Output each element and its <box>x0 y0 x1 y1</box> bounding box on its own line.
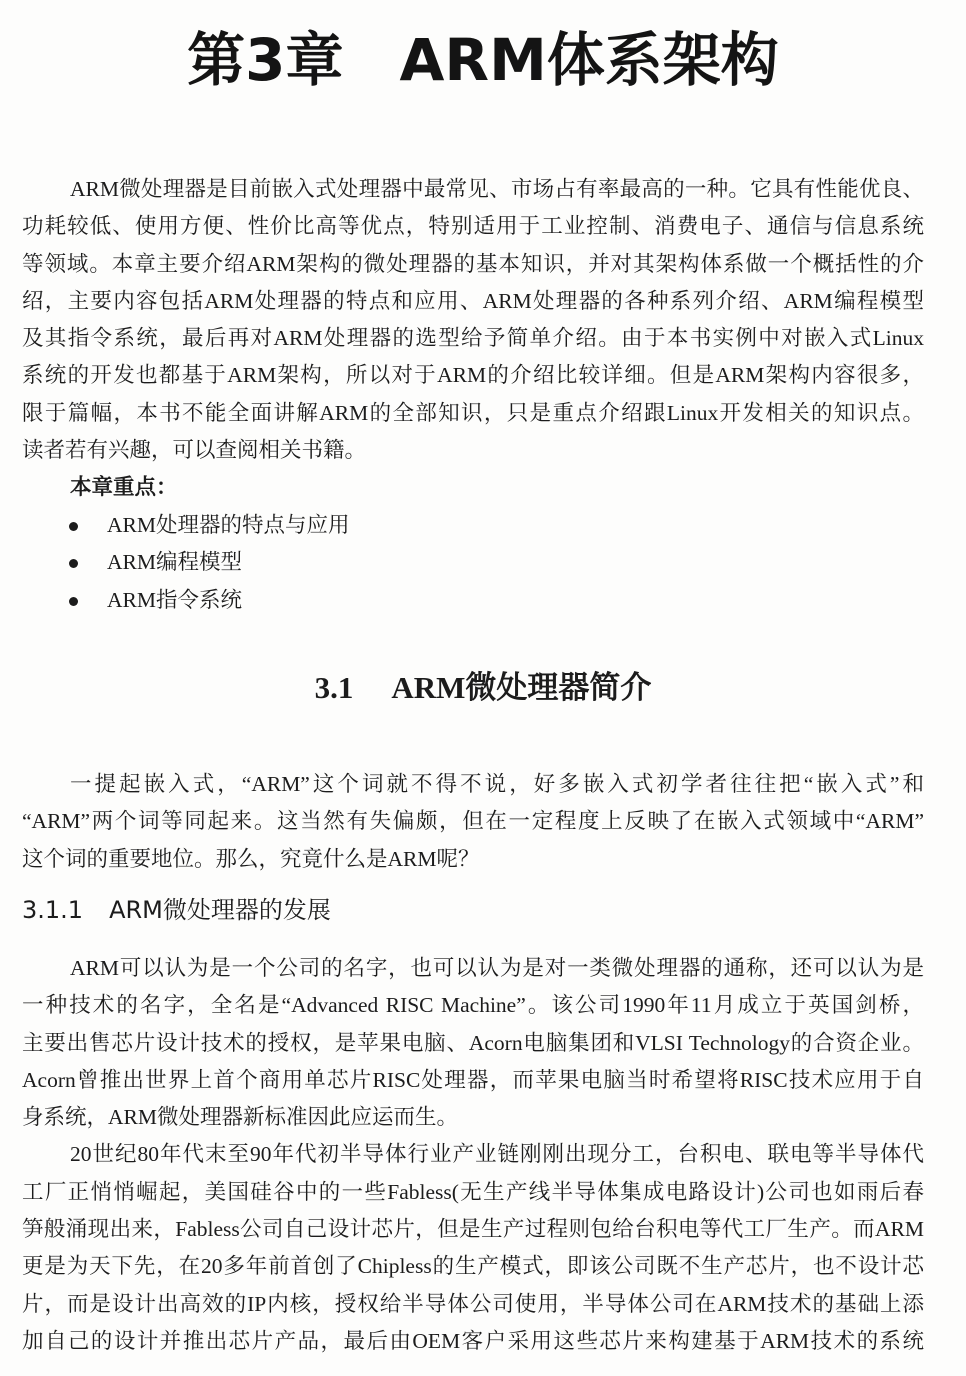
paragraph-line: 加自己的设计并推出芯片产品，最后由OEM客户采用这些芯片来构建基于ARM技术的系统 <box>22 1328 924 1353</box>
section-number: 3.1 <box>314 670 354 705</box>
paragraph-line: 系统的开发也都基于ARM架构，所以对于ARM的介绍比较详细。但是ARM架构内容很多， <box>22 363 924 388</box>
section-title: ARM微处理器简介 <box>391 670 652 705</box>
paragraph-line: 及其指令系统，最后再对ARM处理器的选型给予简单介绍。由于本书实例中对嵌入式Linux <box>22 326 924 351</box>
paragraph-line: “ARM”两个词等同起来。这当然有失偏颇，但在一定程度上反映了在嵌入式领域中“ARM” <box>22 809 924 834</box>
paragraph-line: 限于篇幅，本书不能全面讲解ARM的全部知识，只是重点介绍跟Linux开发相关的知识点。 <box>22 400 924 425</box>
paragraph-line: 工厂正悄悄崛起，美国硅谷中的一些Fabless(无生产线半导体集成电路设计)公司也如雨后春 <box>22 1179 924 1204</box>
paragraph-line: 片，而是设计出高效的IP内核，授权给半导体公司使用，半导体公司在ARM技术的基础上添 <box>22 1291 924 1316</box>
paragraph-line: 身系统，ARM微处理器新标准因此应运而生。 <box>22 1105 458 1130</box>
paragraph-line: 读者若有兴趣，可以查阅相关书籍。 <box>22 438 367 463</box>
key-point-item <box>22 582 924 620</box>
key-point-item <box>22 544 924 582</box>
chapter-name: ARM体系架构 <box>399 26 779 94</box>
paragraph-line: 等领域。本章主要介绍ARM架构的微处理器的基本知识，并对其架构体系做一个概括性的介 <box>22 251 924 276</box>
section-intro-block <box>22 766 924 878</box>
bullet-icon <box>69 559 78 568</box>
bullet-icon <box>69 522 78 531</box>
paragraph-line: ARM可以认为是一个公司的名字，也可以认为是对一类微处理器的通称，还可以认为是 <box>70 956 924 980</box>
paragraph-line: 笋般涌现出来，Fabless公司自己设计芯片，但是生产过程则包给台积电等代工厂生产。而ARM <box>22 1217 924 1242</box>
chapter-title <box>0 24 966 96</box>
subsection-number: 3.1.1 <box>22 896 84 924</box>
paragraph-line: ARM微处理器是目前嵌入式处理器中最常见、市场占有率最高的一种。它具有性能优良、 <box>70 177 924 201</box>
section-heading <box>0 668 966 708</box>
paragraph-line: 绍，主要内容包括ARM处理器的特点和应用、ARM处理器的各种系列介绍、ARM编程模型 <box>22 288 924 313</box>
paragraph-line: 一种技术的名字，全名是“Advanced RISC Machine”。该公司1990年11月成立于英国剑桥， <box>22 993 924 1018</box>
key-point-text: ARM指令系统 <box>107 588 242 613</box>
paragraph-line: 主要出售芯片设计技术的授权，是苹果电脑、Acorn电脑集团和VLSI Technology的合资企业。 <box>22 1030 924 1055</box>
paragraph-line: Acorn曾推出世界上首个商用单芯片RISC处理器，而苹果电脑当时希望将RISC技术应用于自 <box>22 1067 924 1092</box>
key-point-text: ARM处理器的特点与应用 <box>107 512 350 537</box>
chapter-number: 第3章 <box>187 26 344 94</box>
paragraph-line: 这个词的重要地位。那么，究竟什么是ARM呢？ <box>22 846 480 871</box>
paragraph-line: 功耗较低、使用方便、性价比高等优点，特别适用于工业控制、消费电子、通信与信息系统 <box>22 214 924 239</box>
intro-block <box>22 171 924 620</box>
key-points-heading: 本章重点： <box>70 475 178 500</box>
subsection-heading <box>22 890 331 930</box>
paragraph-line: 一提起嵌入式，“ARM”这个词就不得不说，好多嵌入式初学者往往把“嵌入式”和 <box>70 772 924 796</box>
paragraph-line: 20世纪80年代末至90年代初半导体行业产业链刚刚出现分工，台积电、联电等半导体代 <box>70 1142 924 1167</box>
key-point-text: ARM编程模型 <box>107 550 242 575</box>
subsection-title: ARM微处理器的发展 <box>109 896 331 924</box>
key-point-item <box>22 507 924 545</box>
bullet-icon <box>69 597 78 606</box>
subsection-body <box>22 950 924 1360</box>
paragraph-line: 更是为天下先，在20多年前首创了Chipless的生产模式，即该公司既不生产芯片，也不设计芯 <box>22 1254 924 1279</box>
